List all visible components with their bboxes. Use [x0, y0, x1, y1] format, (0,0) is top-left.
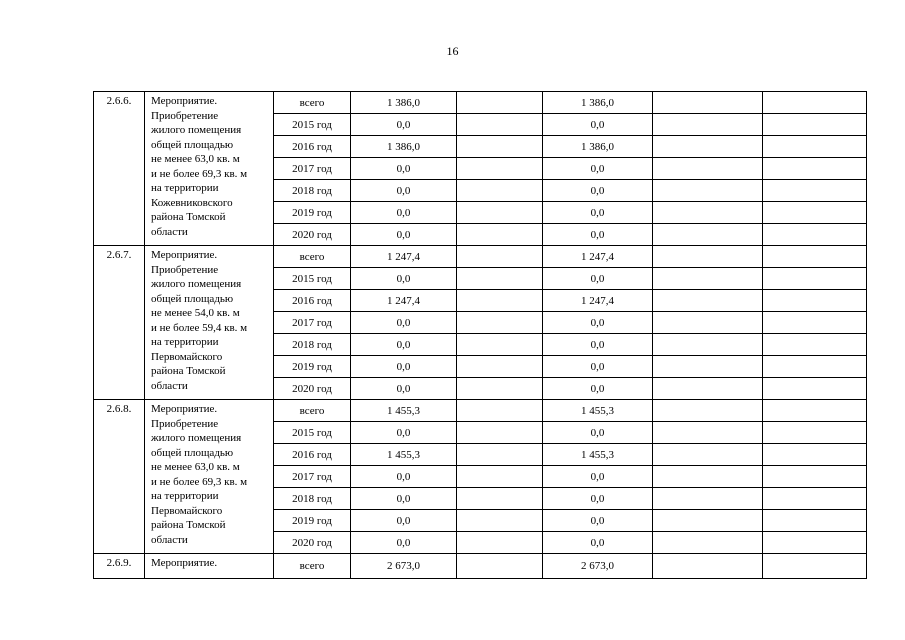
column-6-cell	[763, 268, 867, 290]
column-4-cell: 1 386,0	[543, 136, 653, 158]
item-number: 2.6.9.	[94, 554, 145, 579]
period-cell: 2015 год	[274, 268, 351, 290]
column-3-cell	[457, 224, 543, 246]
column-6-cell	[763, 422, 867, 444]
table-row	[94, 92, 867, 114]
period-cell: всего	[274, 246, 351, 268]
column-5-cell	[653, 356, 763, 378]
column-4-cell: 0,0	[543, 158, 653, 180]
item-number: 2.6.7.	[94, 246, 145, 400]
column-4-cell: 1 386,0	[543, 92, 653, 114]
period-cell: 2020 год	[274, 224, 351, 246]
column-6-cell	[763, 444, 867, 466]
column-3-cell	[457, 378, 543, 400]
column-4-cell: 1 247,4	[543, 246, 653, 268]
column-6-cell	[763, 202, 867, 224]
item-description: Мероприятие. Приобретение жилого помещения общей площадью не менее 54,0 кв. м и не более 59,4 кв. м на территории Первомайского района Томской области	[145, 246, 274, 400]
column-4-cell: 1 247,4	[543, 290, 653, 312]
total-cell: 0,0	[351, 224, 457, 246]
total-cell: 1 455,3	[351, 444, 457, 466]
period-cell: 2017 год	[274, 466, 351, 488]
item-number: 2.6.8.	[94, 400, 145, 554]
column-4-cell: 0,0	[543, 202, 653, 224]
column-3-cell	[457, 510, 543, 532]
total-cell: 1 247,4	[351, 290, 457, 312]
period-cell: 2018 год	[274, 180, 351, 202]
column-3-cell	[457, 268, 543, 290]
item-description: Мероприятие. Приобретение жилого помещения общей площадью не менее 63,0 кв. м и не более 69,3 кв. м на территории Кожевниковского района Томской области	[145, 92, 274, 246]
total-cell: 1 455,3	[351, 400, 457, 422]
column-6-cell	[763, 356, 867, 378]
total-cell: 0,0	[351, 158, 457, 180]
column-6-cell	[763, 92, 867, 114]
item-description: Мероприятие. Приобретение жилого помещения общей площадью не менее 63,0 кв. м и не более 69,3 кв. м на территории Первомайского района Томской области	[145, 400, 274, 554]
column-3-cell	[457, 422, 543, 444]
column-6-cell	[763, 114, 867, 136]
column-4-cell: 0,0	[543, 532, 653, 554]
column-6-cell	[763, 224, 867, 246]
total-cell: 0,0	[351, 180, 457, 202]
column-5-cell	[653, 158, 763, 180]
column-4-cell: 0,0	[543, 466, 653, 488]
column-4-cell: 0,0	[543, 312, 653, 334]
period-cell: 2018 год	[274, 488, 351, 510]
column-3-cell	[457, 356, 543, 378]
column-3-cell	[457, 532, 543, 554]
total-cell: 0,0	[351, 510, 457, 532]
column-6-cell	[763, 334, 867, 356]
column-3-cell	[457, 180, 543, 202]
period-cell: 2017 год	[274, 312, 351, 334]
column-4-cell: 0,0	[543, 180, 653, 202]
total-cell: 0,0	[351, 268, 457, 290]
column-4-cell: 0,0	[543, 422, 653, 444]
total-cell: 1 247,4	[351, 246, 457, 268]
column-3-cell	[457, 202, 543, 224]
total-cell: 0,0	[351, 466, 457, 488]
period-cell: 2015 год	[274, 422, 351, 444]
column-6-cell	[763, 246, 867, 268]
column-4-cell: 0,0	[543, 268, 653, 290]
period-cell: 2016 год	[274, 444, 351, 466]
column-6-cell	[763, 378, 867, 400]
period-cell: 2019 год	[274, 202, 351, 224]
table-row	[94, 246, 867, 268]
period-cell: всего	[274, 400, 351, 422]
period-cell: 2020 год	[274, 378, 351, 400]
total-cell: 1 386,0	[351, 92, 457, 114]
column-5-cell	[653, 334, 763, 356]
column-5-cell	[653, 268, 763, 290]
period-cell: 2016 год	[274, 290, 351, 312]
column-5-cell	[653, 466, 763, 488]
column-5-cell	[653, 136, 763, 158]
column-4-cell: 0,0	[543, 114, 653, 136]
period-cell: 2019 год	[274, 510, 351, 532]
column-5-cell	[653, 554, 763, 579]
column-3-cell	[457, 158, 543, 180]
column-3-cell	[457, 246, 543, 268]
column-3-cell	[457, 334, 543, 356]
column-5-cell	[653, 312, 763, 334]
item-description: Мероприятие.	[145, 554, 274, 579]
column-5-cell	[653, 180, 763, 202]
total-cell: 1 386,0	[351, 136, 457, 158]
column-4-cell: 0,0	[543, 224, 653, 246]
period-cell: 2020 год	[274, 532, 351, 554]
column-5-cell	[653, 114, 763, 136]
column-3-cell	[457, 400, 543, 422]
column-5-cell	[653, 224, 763, 246]
period-cell: 2016 год	[274, 136, 351, 158]
column-5-cell	[653, 290, 763, 312]
column-6-cell	[763, 312, 867, 334]
period-cell: 2015 год	[274, 114, 351, 136]
total-cell: 0,0	[351, 202, 457, 224]
column-6-cell	[763, 554, 867, 579]
column-5-cell	[653, 444, 763, 466]
column-3-cell	[457, 136, 543, 158]
column-6-cell	[763, 400, 867, 422]
budget-table	[93, 91, 867, 579]
column-5-cell	[653, 510, 763, 532]
table-row	[94, 400, 867, 422]
total-cell: 2 673,0	[351, 554, 457, 579]
column-4-cell: 1 455,3	[543, 400, 653, 422]
column-4-cell: 0,0	[543, 510, 653, 532]
column-4-cell: 0,0	[543, 334, 653, 356]
total-cell: 0,0	[351, 334, 457, 356]
column-4-cell: 1 455,3	[543, 444, 653, 466]
column-3-cell	[457, 92, 543, 114]
column-6-cell	[763, 510, 867, 532]
column-4-cell: 2 673,0	[543, 554, 653, 579]
total-cell: 0,0	[351, 378, 457, 400]
column-6-cell	[763, 180, 867, 202]
total-cell: 0,0	[351, 114, 457, 136]
column-5-cell	[653, 246, 763, 268]
period-cell: 2017 год	[274, 158, 351, 180]
column-5-cell	[653, 378, 763, 400]
item-number: 2.6.6.	[94, 92, 145, 246]
column-3-cell	[457, 554, 543, 579]
total-cell: 0,0	[351, 532, 457, 554]
page-number: 16	[446, 44, 459, 58]
column-4-cell: 0,0	[543, 356, 653, 378]
total-cell: 0,0	[351, 488, 457, 510]
total-cell: 0,0	[351, 312, 457, 334]
period-cell: всего	[274, 554, 351, 579]
column-6-cell	[763, 158, 867, 180]
column-4-cell: 0,0	[543, 488, 653, 510]
column-3-cell	[457, 444, 543, 466]
column-5-cell	[653, 422, 763, 444]
column-5-cell	[653, 202, 763, 224]
column-3-cell	[457, 466, 543, 488]
column-6-cell	[763, 290, 867, 312]
column-5-cell	[653, 92, 763, 114]
period-cell: 2018 год	[274, 334, 351, 356]
column-5-cell	[653, 400, 763, 422]
column-3-cell	[457, 312, 543, 334]
period-cell: 2019 год	[274, 356, 351, 378]
total-cell: 0,0	[351, 422, 457, 444]
column-4-cell: 0,0	[543, 378, 653, 400]
period-cell: всего	[274, 92, 351, 114]
column-6-cell	[763, 488, 867, 510]
column-3-cell	[457, 290, 543, 312]
column-6-cell	[763, 466, 867, 488]
column-6-cell	[763, 532, 867, 554]
column-3-cell	[457, 488, 543, 510]
column-3-cell	[457, 114, 543, 136]
column-5-cell	[653, 532, 763, 554]
table-row	[94, 554, 867, 579]
column-5-cell	[653, 488, 763, 510]
total-cell: 0,0	[351, 356, 457, 378]
column-6-cell	[763, 136, 867, 158]
